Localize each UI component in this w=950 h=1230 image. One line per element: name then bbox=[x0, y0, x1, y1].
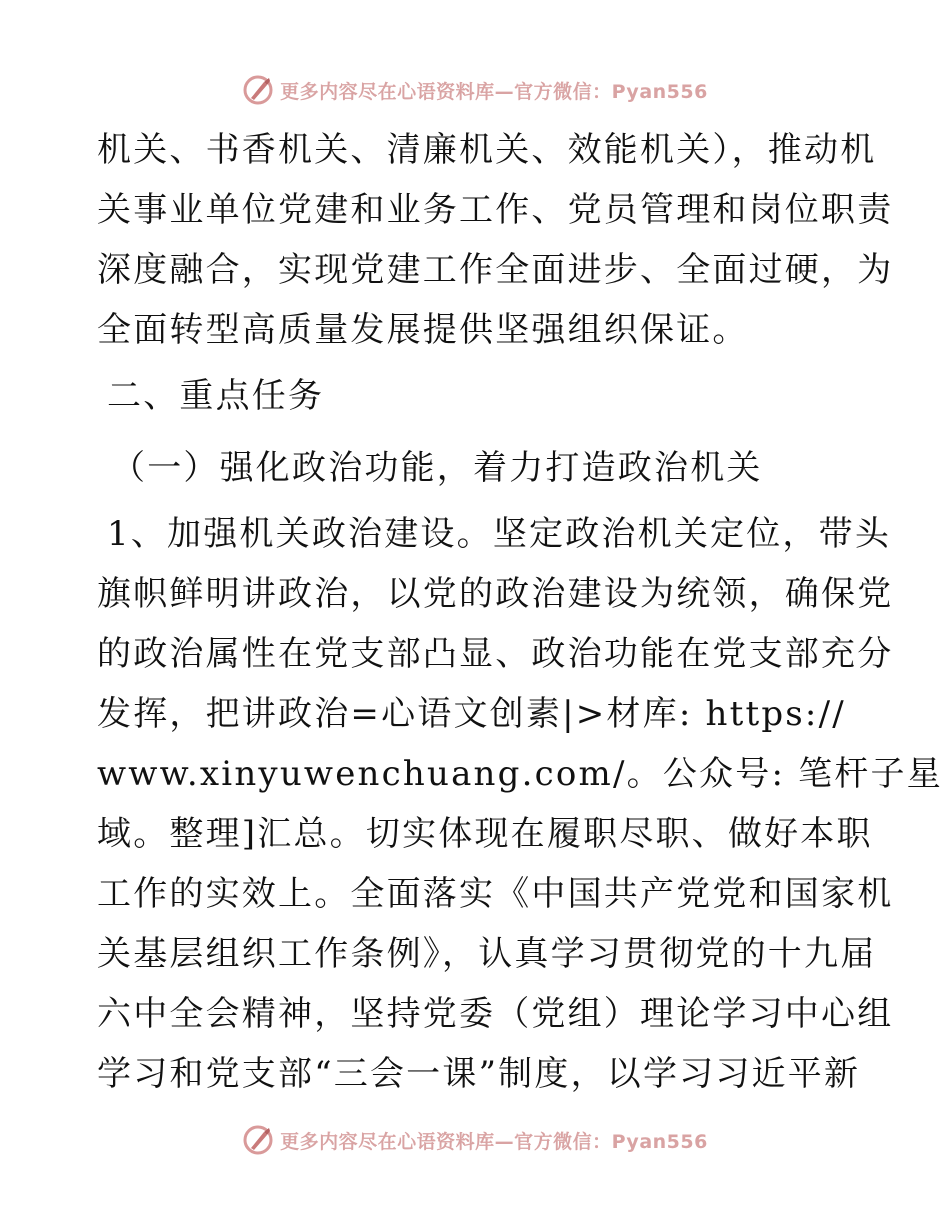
paragraph-line: 域。整理]汇总。切实体现在履职尽职、做好本职 bbox=[97, 814, 873, 854]
paragraph-line: 六中全会精神，坚持党委（党组）理论学习中心组 bbox=[97, 994, 894, 1034]
footer-banner bbox=[0, 1120, 950, 1160]
body-line: 全面转型高质量发展提供坚强组织保证。 bbox=[97, 310, 749, 350]
subsection-title: （一）强化政治功能，着力打造政治机关 bbox=[111, 448, 763, 488]
body-line: 关事业单位党建和业务工作、党员管理和岗位职责 bbox=[97, 190, 894, 230]
body-line: 深度融合，实现党建工作全面进步、全面过硬，为 bbox=[97, 250, 894, 290]
paragraph-line: 学习和党支部“三会一课”制度，以学习习近平新 bbox=[97, 1054, 861, 1094]
paragraph-line: 旗帜鲜明讲政治，以党的政治建设为统领，确保党 bbox=[97, 574, 894, 614]
paragraph-line: 发挥，把讲政治=心语文创素|>材库: https:// bbox=[97, 694, 846, 734]
paragraph-line: 的政治属性在党支部凸显、政治功能在党支部充分 bbox=[97, 634, 894, 674]
paragraph-line: www.xinyuwenchuang.com/。公众号: 笔杆子星 bbox=[97, 754, 943, 794]
quill-pen-circle-icon bbox=[242, 74, 274, 106]
quill-pen-circle-icon bbox=[242, 1124, 274, 1156]
section-title: 二、重点任务 bbox=[107, 376, 325, 416]
footer-banner-text: 更多内容尽在心语资料库—官方微信：Pyan556 bbox=[280, 1130, 708, 1153]
body-line: 机关、书香机关、清廉机关、效能机关），推动机 bbox=[97, 130, 877, 170]
paragraph-line: 关基层组织工作条例》，认真学习贯彻党的十九届 bbox=[97, 934, 877, 974]
paragraph-line: 工作的实效上。全面落实《中国共产党党和国家机 bbox=[97, 874, 894, 914]
paragraph-line: 1、加强机关政治建设。坚定政治机关定位，带头 bbox=[107, 514, 892, 554]
document-body bbox=[97, 120, 943, 1104]
header-banner bbox=[0, 70, 950, 110]
header-banner-text: 更多内容尽在心语资料库—官方微信：Pyan556 bbox=[280, 80, 708, 103]
